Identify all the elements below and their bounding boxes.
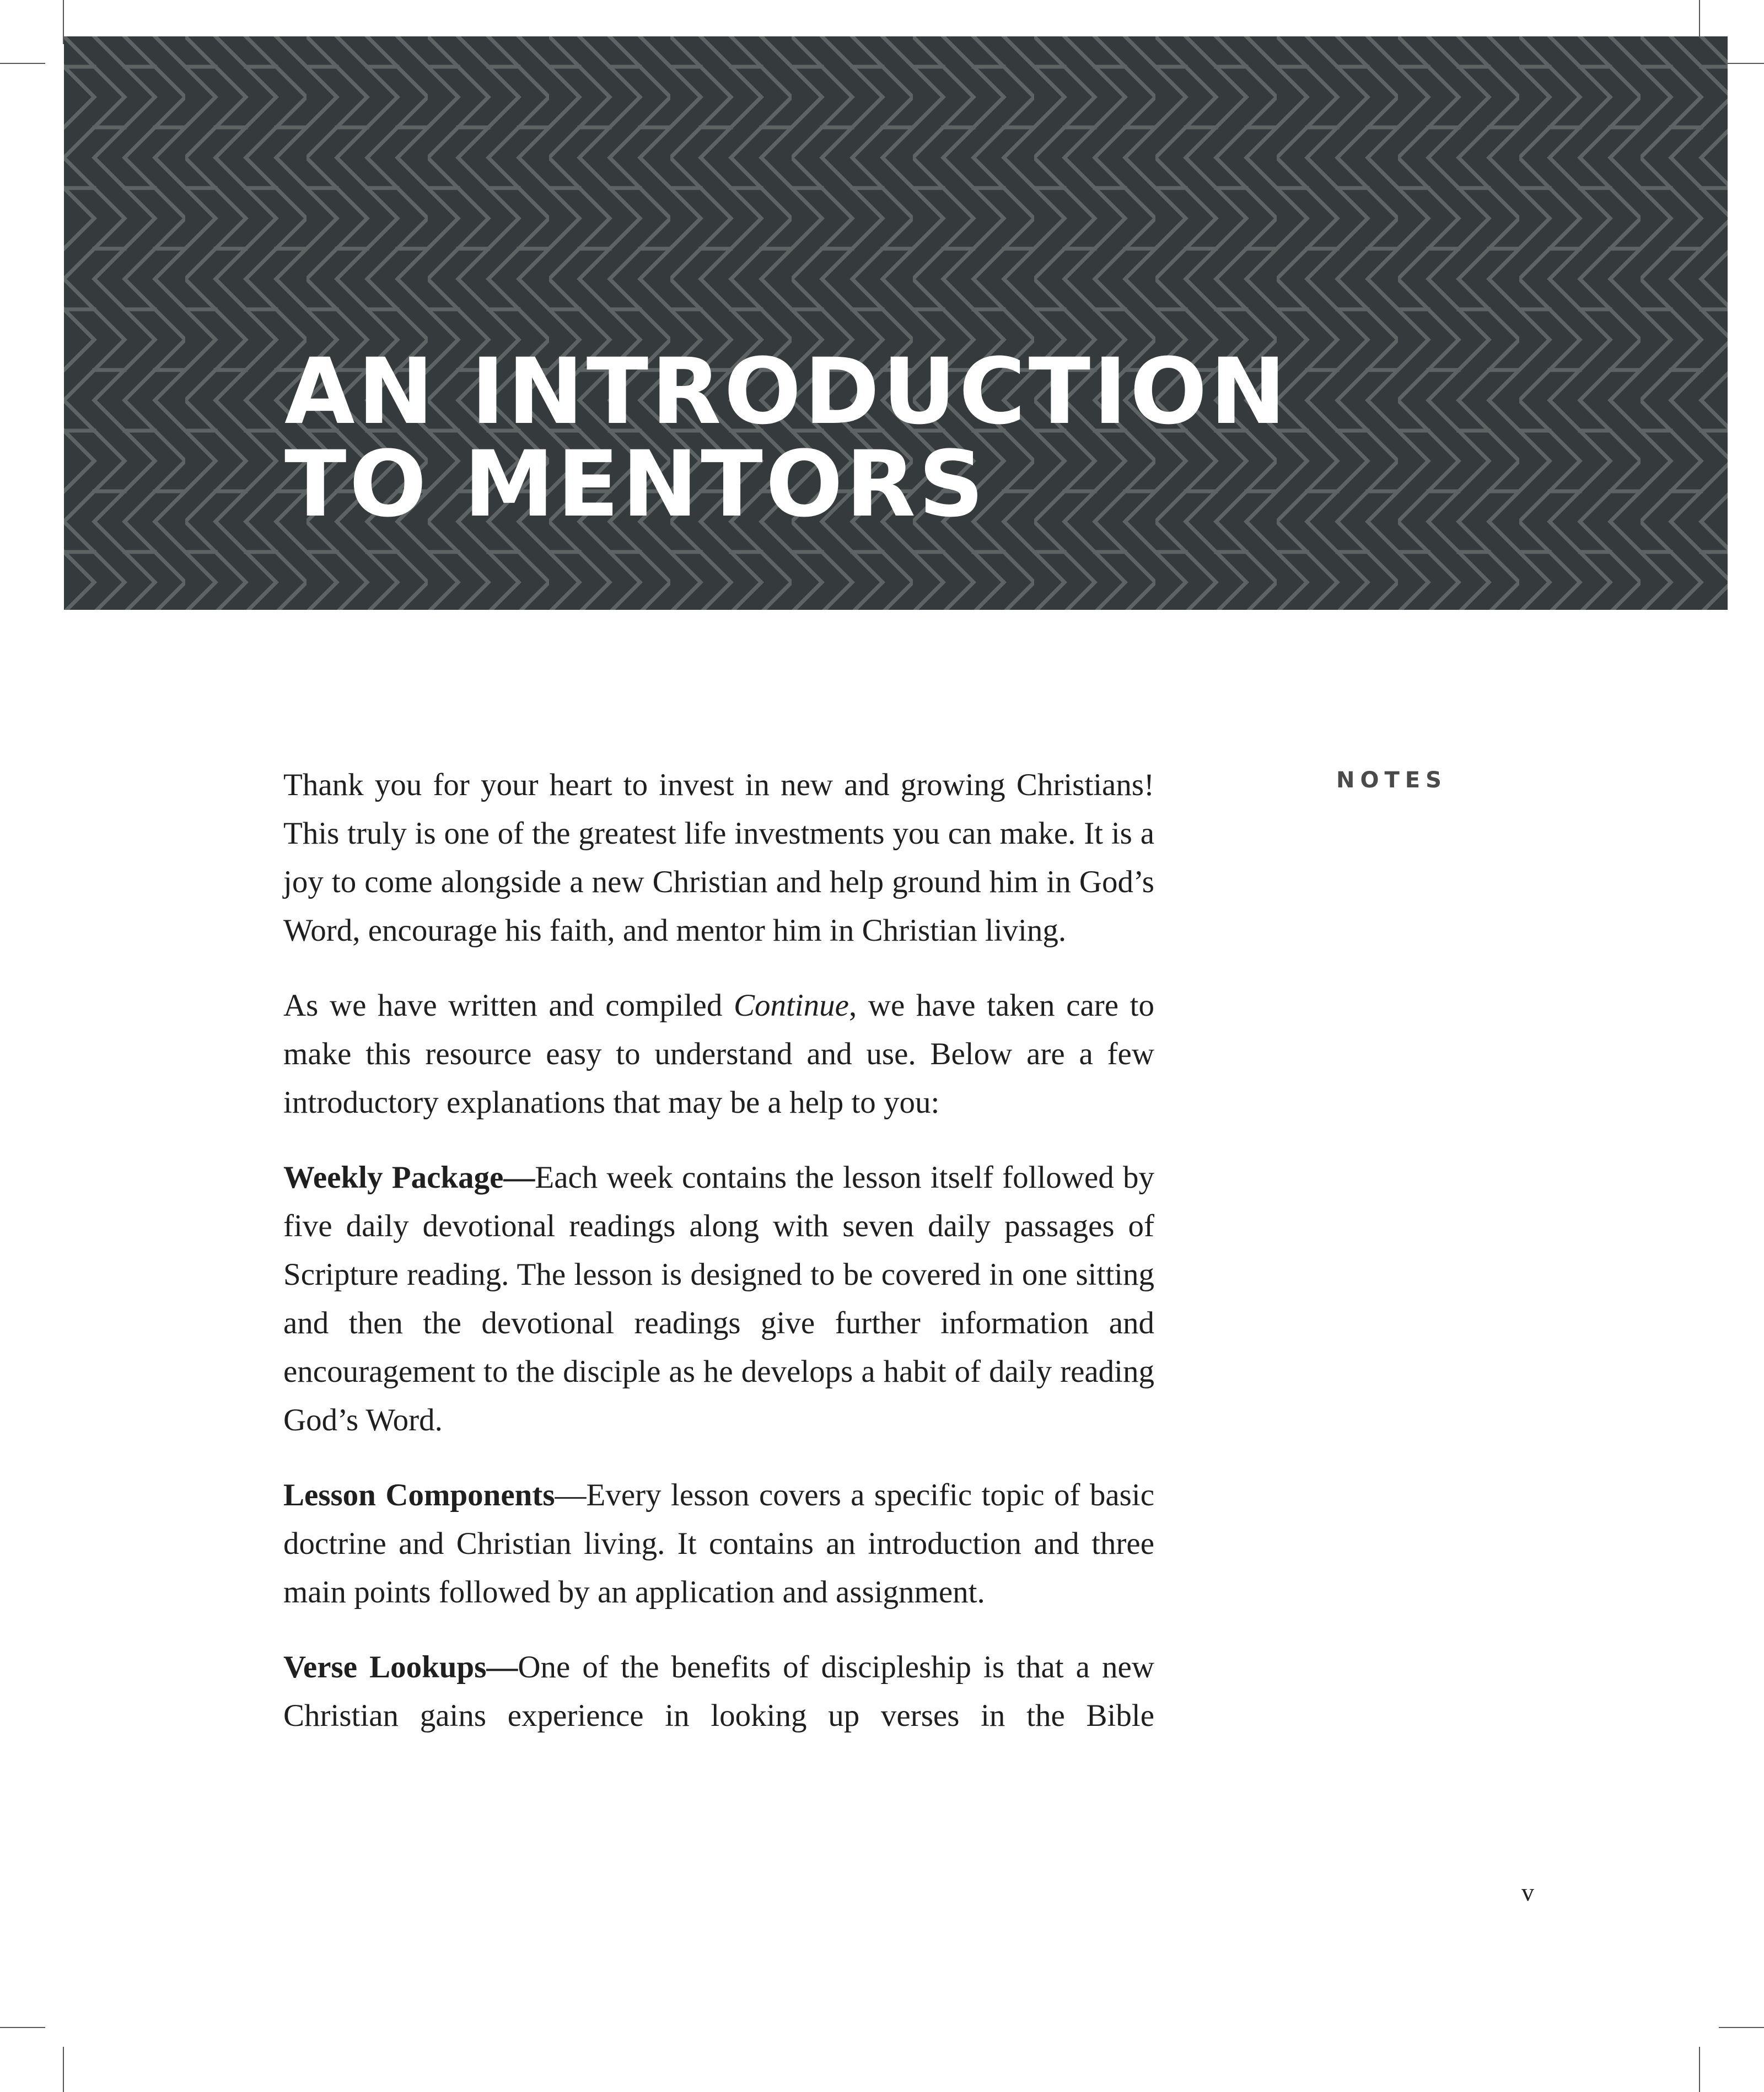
paragraph-resource-start: As we have written and compiled (283, 988, 734, 1023)
page-number: v (1521, 1878, 1534, 1906)
body-text (283, 761, 1154, 1767)
term-verse-lookups: Verse Lookups— (283, 1650, 518, 1685)
book-title-continue: Continue (733, 988, 849, 1023)
definition-weekly-package: Each week contains the lesson itself followed by five daily devotional readings along with seven daily passages of Scripture reading. The lesson is designed to be covered in one sitting and then the devotional readings give further information and encouragement to the disciple as he develops a habit of daily reading God’s Word. (283, 1160, 1155, 1437)
paragraph-resource-end: , we have taken care to make this resource easy to understand and use. Below are a few introductory explanations that may be a help to you: (283, 988, 1154, 1120)
page-title-line-2: TO MENTORS (284, 431, 987, 537)
page-title-line-1: AN INTRODUCTION (284, 339, 1289, 444)
notes-label: NOTES (1336, 768, 1447, 793)
term-lesson-components: Lesson Components (283, 1478, 555, 1512)
page-title (284, 339, 1289, 537)
term-weekly-package: Weekly Package— (283, 1160, 535, 1195)
paragraph-intro: Thank you for your heart to invest in new and growing Christians! This truly is one of the greatest life investments you can make. It is a joy to come alongside a new Christian and help ground him in God’s Word, encourage his faith, and mentor him in Christian living. (283, 768, 1154, 948)
crop-mark-top-left-horizontal (0, 63, 45, 64)
crop-mark-bottom-left-vertical (63, 2047, 64, 2092)
crop-mark-bottom-right-horizontal (1719, 2027, 1764, 2028)
paragraph-resource (283, 981, 1154, 1127)
crop-mark-bottom-left-horizontal (0, 2027, 45, 2028)
definition-verse-lookups: One of the benefits of discipleship is that a new Christian gains experience in looking up verses in the Bible (283, 1650, 1154, 1733)
crop-mark-bottom-right-vertical (1699, 2047, 1700, 2092)
header-banner (64, 36, 1728, 610)
paragraph-weekly-package (283, 1154, 1154, 1445)
definition-lesson-components: —Every lesson covers a specific topic of basic doctrine and Christian living. It contains an introduction and three main points followed by an application and assignment. (283, 1478, 1155, 1610)
paragraph-verse-lookups (283, 1643, 1154, 1740)
paragraph-lesson-components (283, 1471, 1154, 1617)
